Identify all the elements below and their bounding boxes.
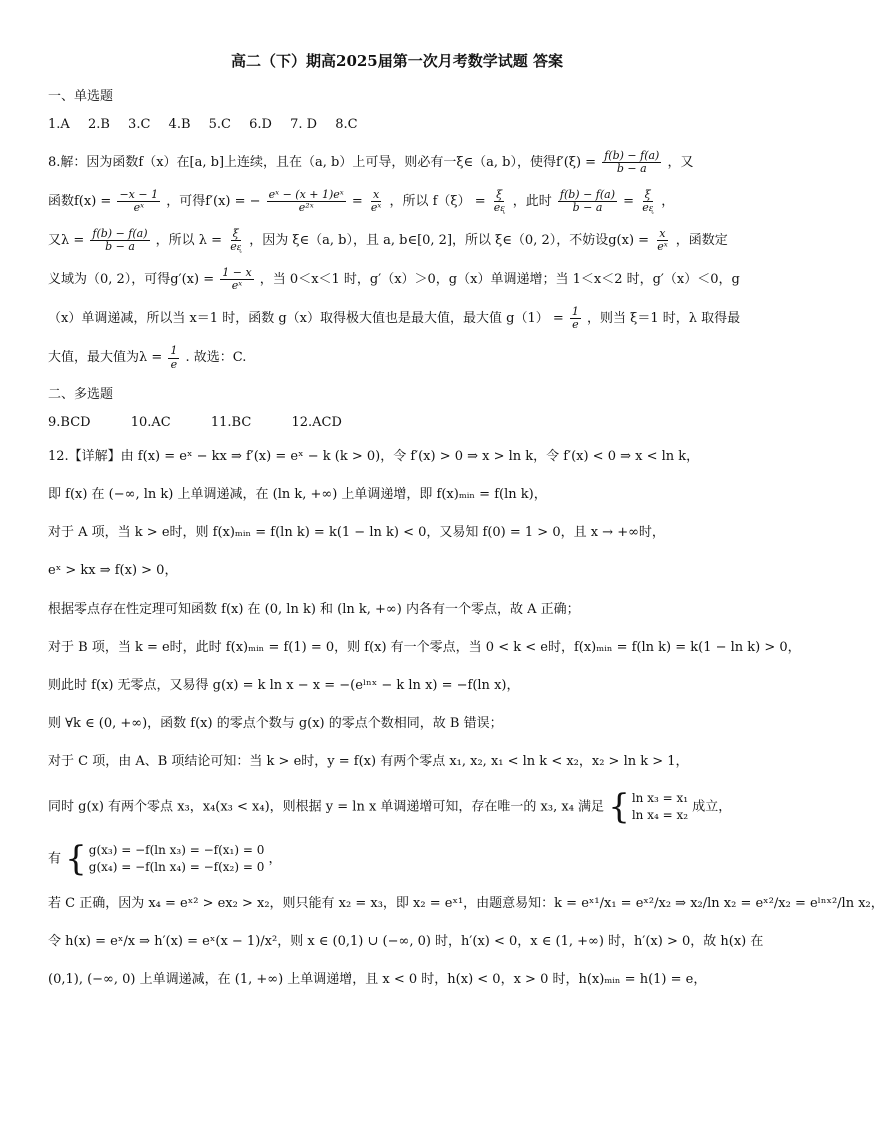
numerator: x — [373, 187, 380, 201]
numerator: ξ — [496, 187, 503, 201]
page-title: 高二（下）期高2025届第一次月考数学试题 答案 — [231, 52, 563, 70]
multi-choice-answers — [48, 413, 746, 433]
text: ，又 — [667, 154, 694, 170]
answer-item: 7. D — [290, 117, 318, 133]
text: ，所以 f（ξ） = — [389, 193, 486, 209]
q12-line-5: 根据零点存在性定理可知函数 f(x) 在 (0, ln k) 和 (ln k, +∞) 内各有一个零点，故 A 正确； — [48, 601, 580, 617]
fraction — [492, 189, 507, 214]
single-choice-answers — [48, 115, 746, 135]
q8-line-6 — [48, 345, 746, 370]
q8-line-3 — [48, 228, 746, 253]
q12-line-10 — [48, 787, 746, 828]
fraction — [655, 228, 669, 253]
denominator: e — [170, 357, 178, 371]
fraction — [369, 189, 383, 214]
q12-line-13: 令 h(x) = eˣ/x ⇒ h′(x) = eˣ(x − 1)/x²，则 x ∈ (0,1) ∪ (−∞, 0) 时，h′(x) < 0，x ∈ (1, +∞) 时，h′(x) > 0，故 h(x) 在 — [48, 934, 764, 950]
section-single-choice: 一、单选题 — [48, 89, 114, 105]
text: = — [623, 193, 635, 209]
answer-item: 11.BC — [210, 414, 252, 430]
text: （x）单调递减，所以当 x＝1 时，函数 g（x）取得极大值也是最大值，最大值 g（1） = — [48, 311, 564, 327]
answer-item: 10.AC — [130, 414, 171, 430]
denominator: eˣ — [370, 200, 382, 214]
answer-item: 8.C — [335, 117, 358, 133]
numerator: eˣ − (x + 1)eˣ — [268, 187, 344, 201]
section-multi-choice: 二、多选题 — [48, 386, 114, 402]
numerator: f(b) − f(a) — [92, 226, 148, 240]
text: ，则当 ξ＝1 时，λ 取得最 — [587, 311, 741, 327]
answer-item: 1.A — [48, 117, 70, 133]
equation-system — [65, 839, 265, 880]
text: 同时 g(x) 有两个零点 x₃，x₄(x₃ < x₄)，则根据 y = ln x 单调递增可知，存在唯一的 x₃, x₄ 满足 — [48, 799, 605, 815]
fraction — [558, 189, 617, 214]
text: ， — [661, 193, 675, 209]
numerator: −x − 1 — [119, 187, 159, 201]
brace: { — [608, 787, 630, 828]
text: 函数f(x) = — [48, 193, 112, 209]
numerator: 1 − x — [222, 266, 252, 280]
q8-line-1 — [48, 150, 746, 175]
q12-line-2: 即 f(x) 在 (−∞, ln k) 上单调递减，在 (ln k, +∞) 上单调递增，即 f(x)ₘᵢₙ = f(ln k)， — [48, 487, 547, 503]
q12-line-12: 若 C 正确，因为 x₄ = eˣ² > ex₂ > x₂，则只能有 x₂ = x₃，即 x₂ = eˣ¹，由题意易知：k = eˣ¹/x₁ = eˣ²/x₂ ⇒ x₂/ln x₂ = eˣ²/x₂ = eˡⁿˣ²/ln x₂， — [48, 896, 884, 912]
q12-line-8: 则 ∀k ∈ (0, +∞)，函数 f(x) 的零点个数与 g(x) 的零点个数相同，故 B 错误； — [48, 715, 503, 731]
fraction — [640, 189, 655, 214]
q8-line-2 — [48, 189, 746, 214]
text: ， — [268, 851, 282, 867]
q12-line-7: 则此时 f(x) 无零点，又易得 g(x) = k ln x − x = −(eˡⁿˣ − k ln x) = −f(ln x)， — [48, 677, 520, 693]
text: 有 — [48, 851, 62, 867]
numerator: 1 — [170, 344, 178, 358]
denominator: eˣ — [657, 240, 668, 253]
text: ，当 0＜x＜1 时，g′（x）＞0，g（x）单调递增；当 1＜x＜2 时，g′（x）＜0，g — [259, 272, 740, 288]
numerator: ξ — [644, 187, 651, 201]
answer-item: 12.ACD — [291, 414, 342, 430]
fraction — [117, 189, 160, 214]
equation-system — [608, 787, 689, 828]
text: ，因为 ξ∈（a, b），且 a, b∈[0, 2]，所以 ξ∈（0, 2），不妨设g(x) = — [249, 233, 650, 248]
text: 成立， — [692, 799, 732, 815]
text: ，可得f′(x) = − — [166, 193, 261, 209]
answer-item: 6.D — [249, 117, 272, 133]
numerator: f(b) − f(a) — [604, 148, 660, 162]
fraction — [90, 228, 149, 253]
text: . 故选：C. — [185, 350, 247, 366]
text: ，函数定 — [675, 233, 728, 248]
equation-row: ln x₃ = x₁ — [631, 791, 689, 806]
denominator: e — [572, 318, 579, 332]
text: 8.解：因为函数f（x）在[a, b]上连续，且在（a, b）上可导，则必有一ξ∈（a, b），使得f′(ξ) = — [48, 154, 597, 170]
denominator: b − a — [572, 200, 603, 214]
fraction — [602, 150, 661, 175]
text: 义域为（0, 2），可得g′(x) = — [48, 272, 215, 288]
denominator: eˣ — [133, 200, 144, 214]
text: ，此时 — [512, 193, 552, 209]
q8-line-4 — [48, 267, 746, 292]
answer-item: 9.BCD — [48, 414, 91, 430]
denominator: b − a — [616, 161, 647, 175]
q12-line-6: 对于 B 项，当 k = e时，此时 f(x)ₘᵢₙ = f(1) = 0，则 f(x) 有一个零点，当 0 < k < e时，f(x)ₘᵢₙ = f(ln k) = k(1 − ln k) > 0， — [48, 639, 801, 655]
text: 又λ = — [48, 233, 85, 248]
fraction — [168, 345, 179, 370]
q12-line-14: (0,1), (−∞, 0) 上单调递减，在 (1, +∞) 上单调递增，且 x < 0 时，h(x) < 0，x > 0 时，h(x)ₘᵢₙ = h(1) = e， — [48, 972, 707, 988]
text: = — [351, 193, 363, 209]
answer-item: 5.C — [208, 117, 232, 133]
denominator: eᶓ — [493, 200, 505, 214]
denominator: e²ˣ — [298, 200, 314, 214]
numerator: f(b) − f(a) — [559, 187, 616, 201]
equation-row: ln x₄ = x₂ — [631, 808, 689, 823]
denominator: eᶓ — [642, 200, 654, 214]
q12-line-9: 对于 C 项，由 A、B 项结论可知：当 k > e时，y = f(x) 有两个零点 x₁, x₂, x₁ < ln k < x₂，x₂ > ln k > 1， — [48, 754, 689, 770]
numerator: x — [659, 226, 666, 240]
numerator: 1 — [571, 305, 579, 319]
q12-line-1: 12.【详解】由 f(x) = eˣ − kx ⇒ f′(x) = eˣ − k (k > 0)，令 f′(x) > 0 ⇒ x > ln k，令 f′(x) < 0 ⇒ x < ln k， — [48, 448, 700, 464]
brace: { — [65, 839, 87, 880]
denominator: eᶓ — [230, 240, 242, 253]
equation-row: g(x₄) = −f(ln x₄) = −f(x₂) = 0 — [88, 860, 265, 875]
q12-line-4: eˣ > kx ⇒ f(x) > 0， — [48, 563, 178, 579]
answer-item: 4.B — [168, 117, 191, 133]
answer-item: 3.C — [128, 117, 151, 133]
fraction — [220, 267, 253, 292]
denominator: b − a — [105, 240, 135, 253]
answer-item: 2.B — [87, 117, 110, 133]
fraction — [570, 306, 581, 331]
q12-line-11 — [48, 839, 746, 880]
numerator: ξ — [232, 226, 239, 240]
equation-row: g(x₃) = −f(ln x₃) = −f(x₁) = 0 — [88, 843, 265, 858]
q8-line-5 — [48, 306, 746, 331]
fraction — [228, 228, 243, 253]
fraction — [267, 189, 346, 214]
text: 大值，最大值为λ = — [48, 350, 163, 366]
denominator: eˣ — [231, 279, 243, 293]
q12-line-3: 对于 A 项，当 k > e时，则 f(x)ₘᵢₙ = f(ln k) = k(1 − ln k) < 0，又易知 f(0) = 1 > 0，且 x → +∞时， — [48, 525, 665, 541]
text: ，所以 λ = — [155, 233, 223, 248]
